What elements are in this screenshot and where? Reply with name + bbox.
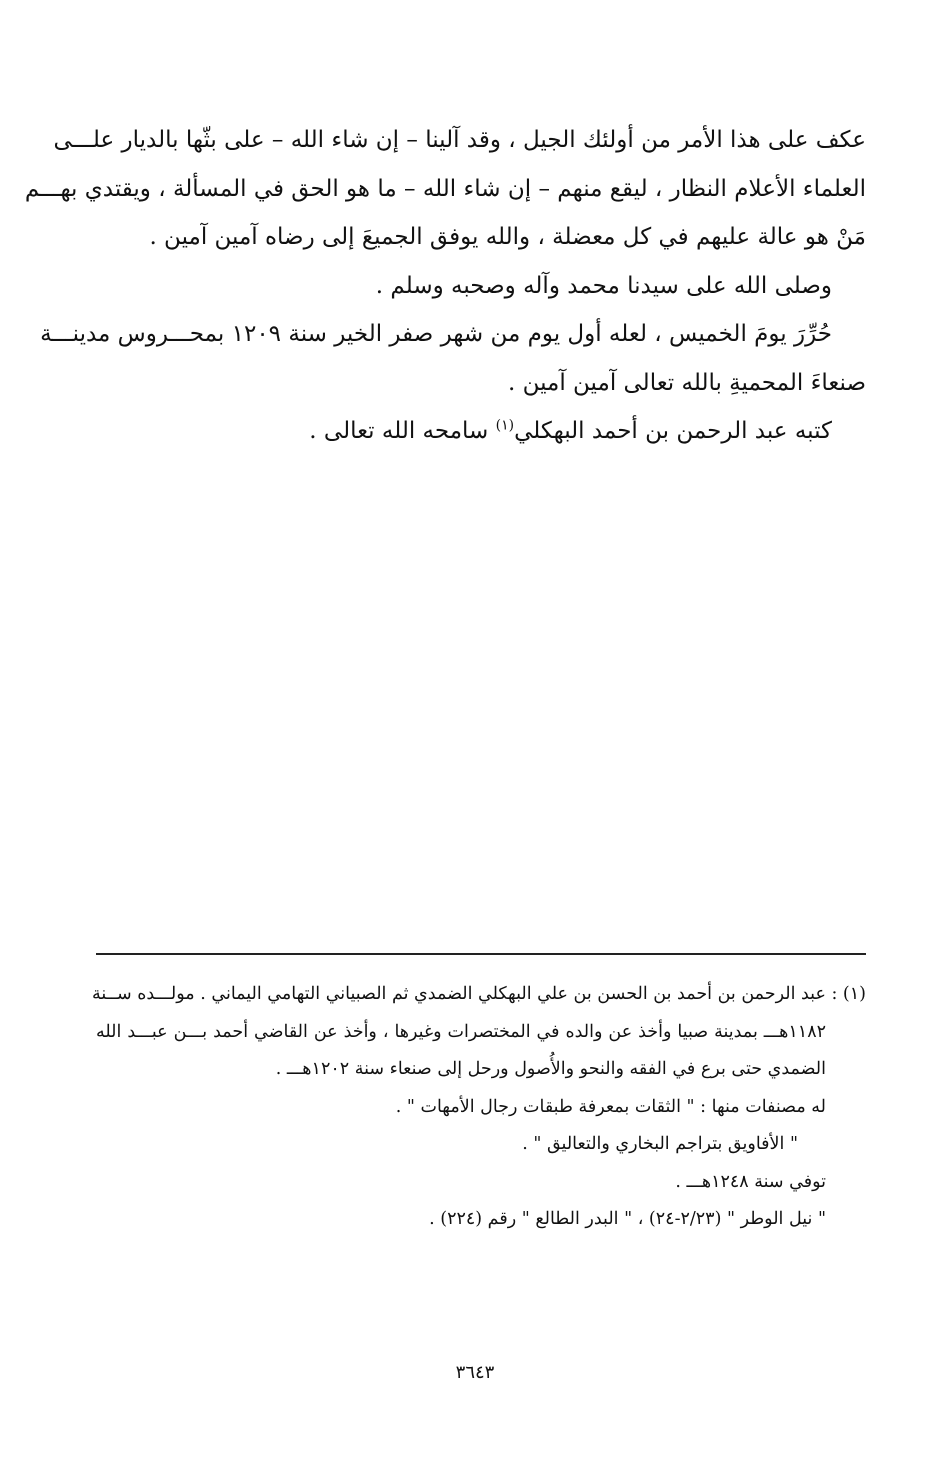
main-text	[24, 116, 866, 456]
footnote-line: " نيل الوطر " (٢/٢٣-٢٤) ، " البدر الطالع " رقم (٢٢٤) .	[429, 1209, 826, 1229]
signature-name: كتبه عبد الرحمن بن أحمد البهكلي	[514, 418, 832, 444]
text-line: صنعاءَ المحميةِ بالله تعالى آمين آمين .	[507, 369, 866, 396]
text-line: العلماء الأعلام النظار ، ليقع منهم – إن شاء الله – ما هو الحق في المسألة ، ويقتدي بهـــم	[24, 175, 866, 202]
text-line: عكف على هذا الأمر من أولئك الجيل ، وقد آلينا – إن شاء الله – على بثّها بالديار علـــى	[53, 127, 866, 153]
footnotes	[92, 976, 866, 1239]
footnote-line: ١١٨٢هـــ بمدينة صبيا وأخذ عن والده في المختصرات وغيرها ، وأخذ عن القاضي أحمد بـــن عبـــد الله	[96, 1021, 826, 1042]
text-line: وصلى الله على سيدنا محمد وآله وصحبه وسلم .	[375, 272, 832, 299]
page-number: ٣٦٤٣	[455, 1362, 495, 1383]
signature-line	[96, 407, 866, 456]
text-line: حُرِّرَ يومَ الخميس ، لعله أول يوم من شهر صفر الخير سنة ١٢٠٩ بمحـــروس مدينـــة	[40, 321, 832, 347]
footnote-line: الضمدي حتى برع في الفقه والنحو والأُصول ورحل إلى صنعاء سنة ١٢٠٢هـــ .	[275, 1059, 826, 1079]
footnote-line: " الأفاويق بتراجم البخاري والتعاليق " .	[522, 1134, 798, 1154]
footnote-line: توفي سنة ١٢٤٨هـــ .	[675, 1171, 826, 1192]
footnote-divider	[96, 953, 866, 955]
footnote-line: له مصنفات منها : " الثقات بمعرفة طبقات رجال الأمهات " .	[395, 1096, 826, 1117]
text-line: مَنْ هو عالة عليهم في كل معضلة ، والله يوفق الجميعَ إلى رضاه آمين آمين .	[149, 224, 866, 250]
signature-closing: سامحه الله تعالى .	[309, 418, 496, 444]
footnote-line: (١) : عبد الرحمن بن أحمد بن الحسن بن علي البهكلي الضمدي ثم الصبياني التهامي اليماني . مولـــده ســنة	[92, 984, 866, 1004]
footnote-reference[interactable]: (١)	[495, 417, 515, 434]
